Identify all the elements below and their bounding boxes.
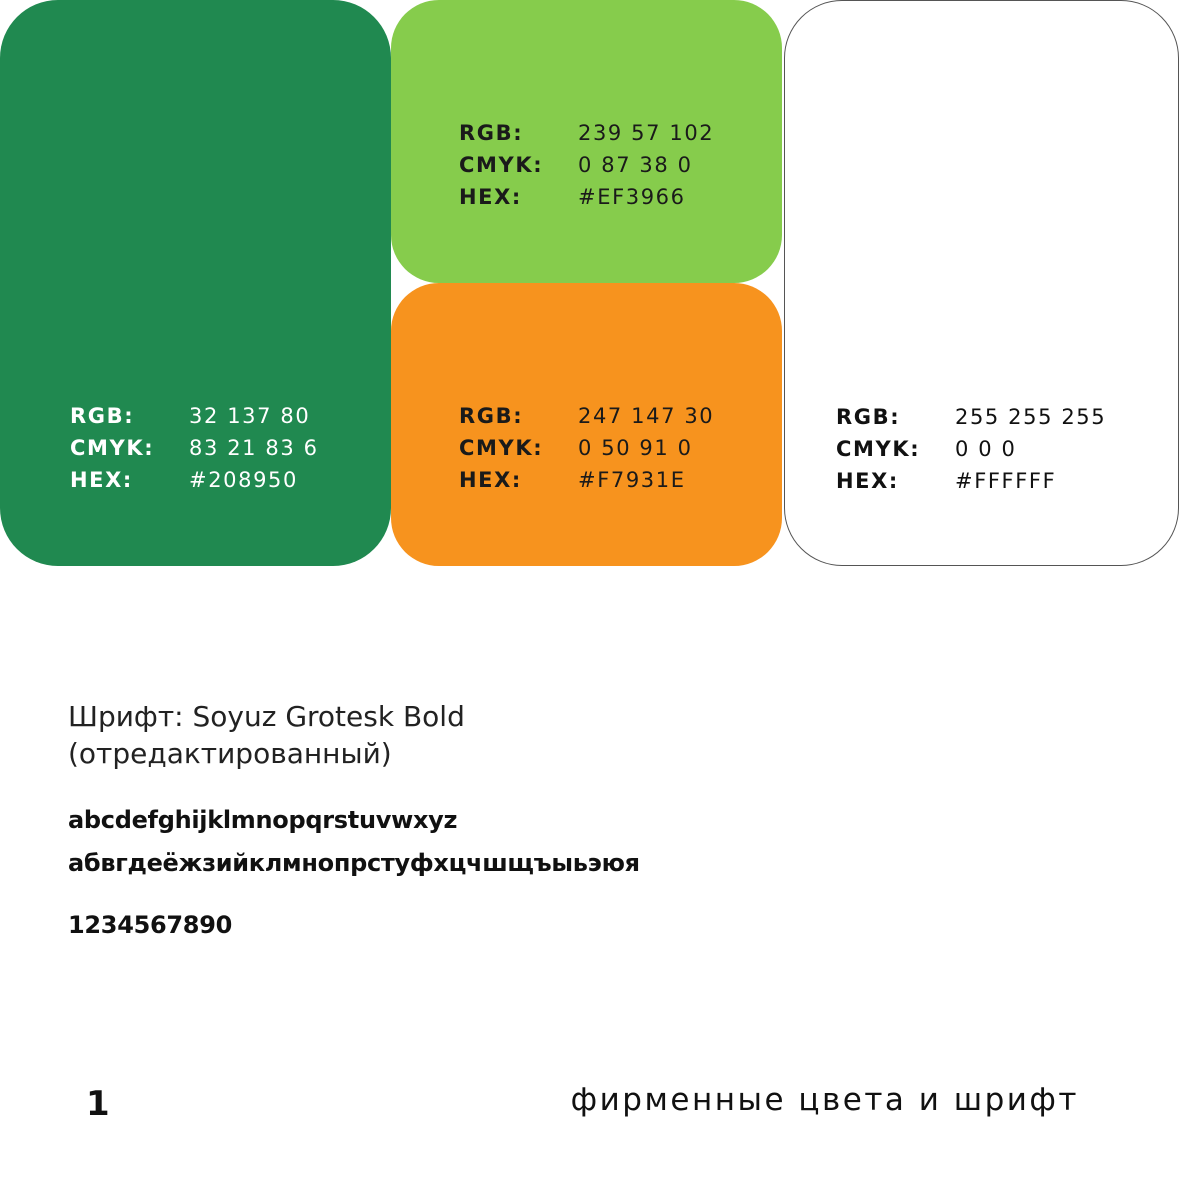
hex-label: HEX:	[70, 468, 133, 492]
color-specs	[459, 117, 714, 213]
rgb-label: RGB:	[836, 405, 901, 429]
font-title	[68, 698, 465, 772]
page-number: 1	[86, 1084, 110, 1124]
color-card-orange	[391, 283, 782, 566]
rgb-value: 32 137 80	[189, 404, 311, 428]
rgb-label: RGB:	[459, 404, 524, 428]
hex-label: HEX:	[459, 185, 522, 209]
digits-sample: 1234567890	[68, 911, 232, 939]
color-card-green	[0, 0, 391, 566]
cmyk-label: CMYK:	[70, 436, 155, 460]
cmyk-value: 83 21 83 6	[189, 436, 319, 460]
hex-value: #EF3966	[578, 185, 686, 209]
hex-value: #208950	[189, 468, 298, 492]
rgb-label: RGB:	[70, 404, 135, 428]
cyrillic-alphabet: абвгдеёжзийклмнопрстуфхцчшщъыьэюя	[68, 849, 640, 877]
font-note: (отредактированный)	[68, 737, 392, 770]
rgb-value: 247 147 30	[578, 404, 715, 428]
cmyk-label: CMYK:	[459, 153, 544, 177]
rgb-value: 255 255 255	[955, 405, 1107, 429]
color-card-white	[784, 0, 1179, 566]
cmyk-value: 0 0 0	[955, 437, 1017, 461]
hex-value: #F7931E	[578, 468, 686, 492]
cmyk-value: 0 87 38 0	[578, 153, 693, 177]
color-specs	[70, 400, 319, 496]
footer-title: фирменные цвета и шрифт	[570, 1082, 1079, 1118]
cmyk-label: CMYK:	[459, 436, 544, 460]
hex-value: #FFFFFF	[955, 469, 1057, 493]
color-card-lime	[391, 0, 782, 283]
hex-label: HEX:	[459, 468, 522, 492]
font-name: Шрифт: Soyuz Grotesk Bold	[68, 700, 465, 733]
cmyk-label: CMYK:	[836, 437, 921, 461]
rgb-label: RGB:	[459, 121, 524, 145]
color-specs	[836, 401, 1106, 497]
cmyk-value: 0 50 91 0	[578, 436, 693, 460]
latin-alphabet: abcdefghijklmnopqrstuvwxyz	[68, 806, 458, 834]
rgb-value: 239 57 102	[578, 121, 715, 145]
hex-label: HEX:	[836, 469, 899, 493]
color-specs	[459, 400, 714, 496]
